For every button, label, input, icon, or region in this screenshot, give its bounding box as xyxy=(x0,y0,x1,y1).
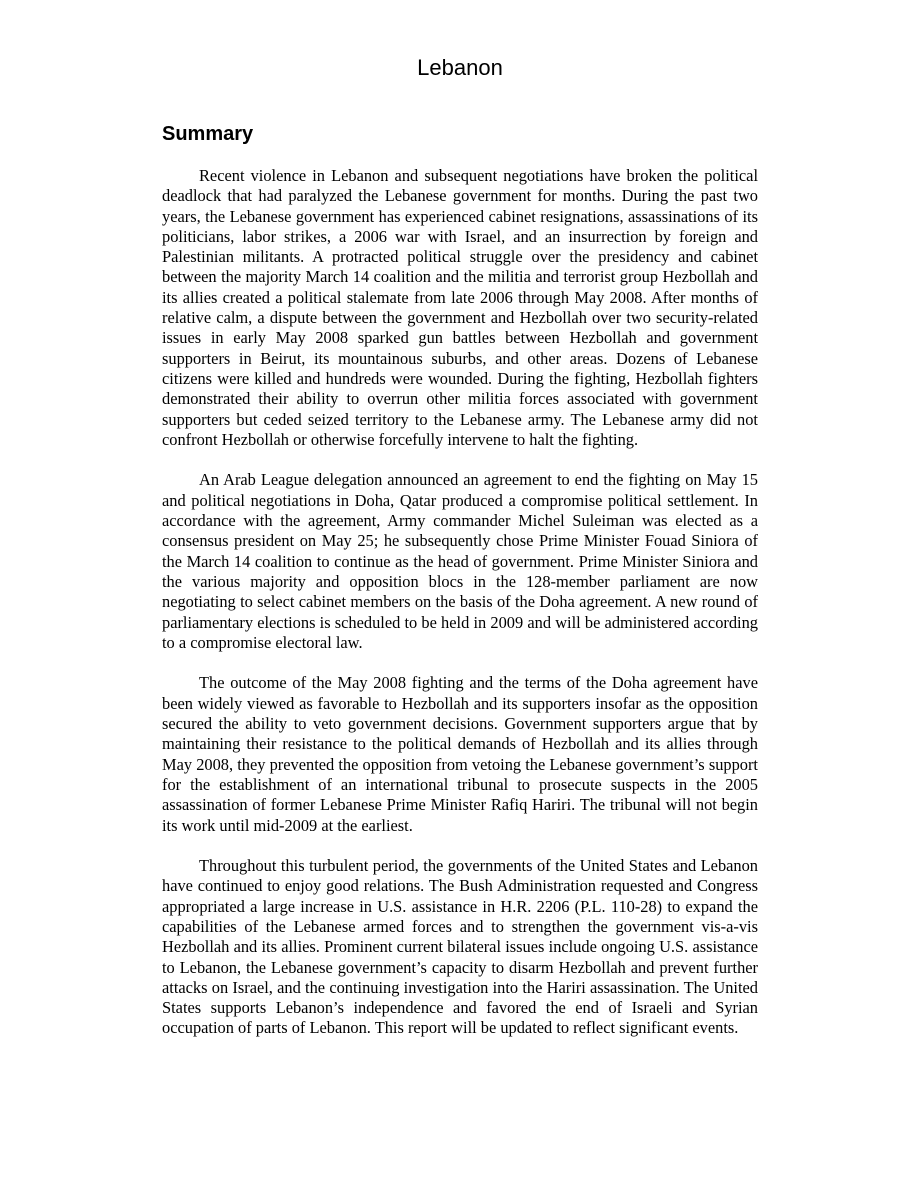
summary-paragraph-2: An Arab League delegation announced an agreement to end the fighting on May 15 and political negotiations in Doha, Qatar produced a compromise political settlement. In accordance with the agreement, Army commander Michel Suleiman was elected as a consensus president on May 25; he subsequently chose Prime Minister Fouad Siniora of the March 14 coalition to continue as the head of government. Prime Minister Siniora and the various majority and opposition blocs in the 128-member parliament are now negotiating to select cabinet members on the basis of the Doha agreement. A new round of parliamentary elections is scheduled to be held in 2009 and will be administered according to a compromise electoral law. xyxy=(162,470,758,652)
summary-paragraph-4: Throughout this turbulent period, the governments of the United States and Lebanon have continued to enjoy good relations. The Bush Administration requested and Congress appropriated a large increase in U.S. assistance in H.R. 2206 (P.L. 110-28) to expand the capabilities of the Lebanese armed forces and to strengthen the government vis-a-vis Hezbollah and its allies. Prominent current bilateral issues include ongoing U.S. assistance to Lebanon, the Lebanese government’s capacity to disarm Hezbollah and prevent further attacks on Israel, and the continuing investigation into the Hariri assassination. The United States supports Lebanon’s independence and favored the end of Israeli and Syrian occupation of parts of Lebanon. This report will be updated to reflect significant events. xyxy=(162,856,758,1038)
page-title: Lebanon xyxy=(417,55,503,80)
section-heading-summary: Summary xyxy=(162,123,254,145)
summary-paragraph-3: The outcome of the May 2008 fighting and the terms of the Doha agreement have been widely viewed as favorable to Hezbollah and its supporters insofar as the opposition secured the ability to veto government decisions. Government supporters argue that by maintaining their resistance to the political demands of Hezbollah and its allies through May 2008, they prevented the opposition from vetoing the Lebanese government’s support for the establishment of an international tribunal to prosecute suspects in the 2005 assassination of former Lebanese Prime Minister Rafiq Hariri. The tribunal will not begin its work until mid-2009 at the earliest. xyxy=(162,673,758,835)
summary-paragraph-1: Recent violence in Lebanon and subsequent negotiations have broken the political deadlock that had paralyzed the Lebanese government for months. During the past two years, the Lebanese government has experienced cabinet resignations, assassinations of its politicians, labor strikes, a 2006 war with Israel, and an insurrection by foreign and Palestinian militants. A protracted political struggle over the presidency and cabinet between the majority March 14 coalition and the militia and terrorist group Hezbollah and its allies created a political stalemate from late 2006 through May 2008. After months of relative calm, a dispute between the government and Hezbollah over two security-related issues in early May 2008 sparked gun battles between Hezbollah and government supporters in Beirut, its mountainous suburbs, and other areas. Dozens of Lebanese citizens were killed and hundreds were wounded. During the fighting, Hezbollah fighters demonstrated their ability to overrun other militia forces associated with government supporters but ceded seized territory to the Lebanese army. The Lebanese army did not confront Hezbollah or otherwise forcefully intervene to halt the fighting. xyxy=(162,166,758,449)
summary-body xyxy=(162,166,758,1059)
